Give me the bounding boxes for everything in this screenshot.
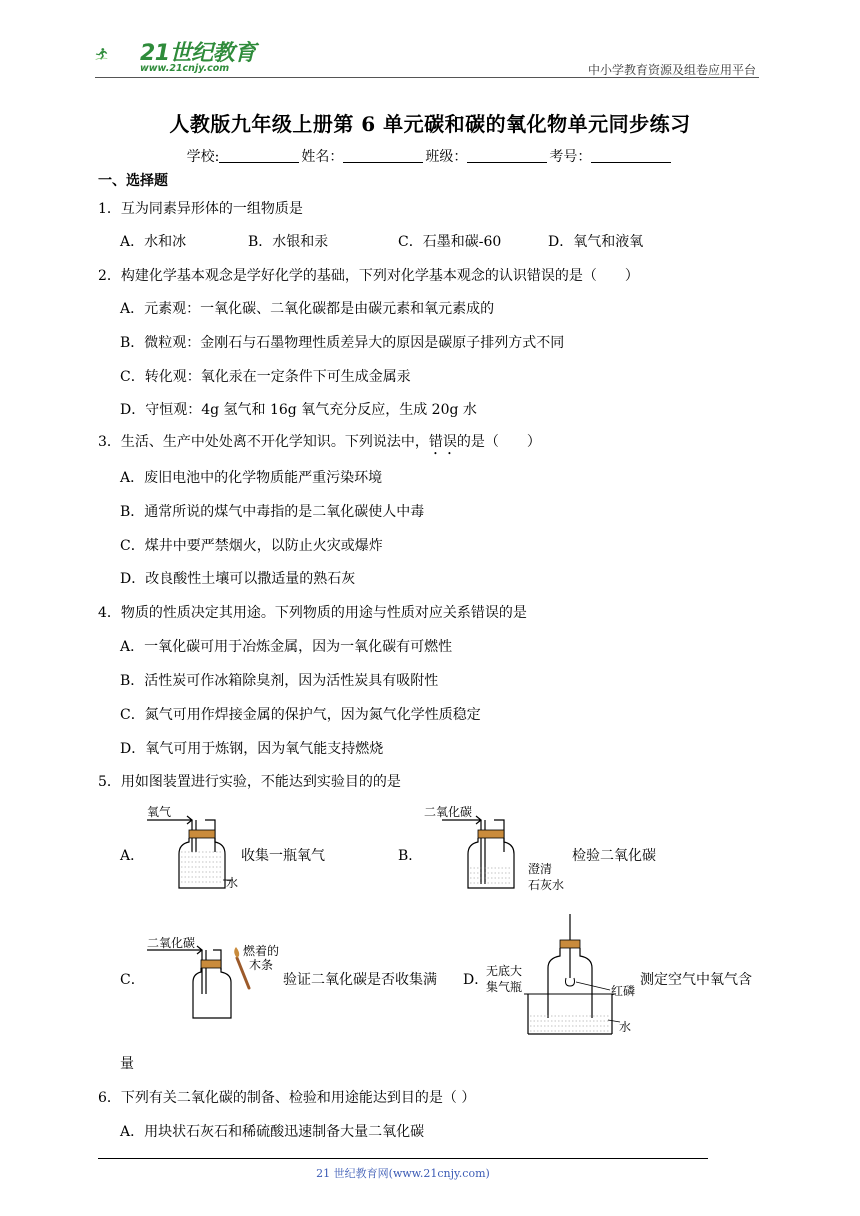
q5-option-d-text: 测定空气中氧气含: [640, 972, 752, 988]
q4-option-b[interactable]: B．活性炭可作冰箱除臭剂，因为活性炭具有吸附性: [120, 673, 439, 689]
q5-option-d-text-wrap: 量: [120, 1056, 134, 1072]
q5-option-b-text: 检验二氧化碳: [572, 848, 656, 864]
q3-stem-end: 的是（ ）: [456, 434, 541, 450]
q5c-stick-label-2: 木条: [249, 958, 274, 972]
question-2-stem: 2．构建化学基本观念是学好化学的基础，下列对化学基本观念的认识错误的是（ ）: [98, 268, 639, 284]
question-1-stem: 1．互为同素异形体的一组物质是: [98, 201, 303, 217]
q5-option-b-letter[interactable]: B．: [398, 848, 423, 864]
q5-option-c-text: 验证二氧化碳是否收集满: [283, 972, 437, 988]
logo-url: www.21cnjy.com: [140, 63, 230, 74]
q1-option-c[interactable]: C．石墨和碳-60: [398, 234, 502, 250]
logo-runner-icon: [95, 30, 141, 78]
q3-emphasis: 错误: [428, 434, 457, 450]
q5d-bottle-label-1: 无底大: [486, 964, 523, 978]
q5-option-a-letter[interactable]: A．: [120, 848, 145, 864]
q1-option-d[interactable]: D．氧气和液氧: [548, 234, 644, 250]
q2-option-c[interactable]: C．转化观：氧化汞在一定条件下可生成金属汞: [120, 369, 411, 385]
q5-option-a-text: 收集一瓶氧气: [241, 848, 325, 864]
q1-option-b[interactable]: B．水银和汞: [248, 234, 329, 250]
q3-option-b[interactable]: B．通常所说的煤气中毒指的是二氧化碳使人中毒: [120, 504, 425, 520]
q5-option-c-letter[interactable]: C．: [120, 972, 145, 988]
name-blank[interactable]: [343, 148, 423, 163]
q3-stem-part: 3．生活、生产中处处离不开化学知识。下列说法中，: [98, 434, 429, 450]
q5d-water-label: 水: [619, 1020, 632, 1034]
footer-text[interactable]: 21 世纪教育网(www.21cnjy.com): [316, 1167, 490, 1180]
q5a-water-label: 水: [226, 876, 239, 890]
q2-option-d[interactable]: D．守恒观：4g 氢气和 16g 氧气充分反应，生成 20g 水: [120, 402, 477, 418]
q3-option-a[interactable]: A．废旧电池中的化学物质能严重污染环境: [120, 470, 383, 486]
page-title: 人教版九年级上册第 6 单元碳和碳的氧化物单元同步练习: [169, 112, 691, 136]
exam-no-blank[interactable]: [591, 148, 671, 163]
school-blank[interactable]: [219, 148, 299, 163]
student-info-row: [0, 146, 860, 166]
q5d-phosphorus-label: 红磷: [611, 984, 636, 998]
exam-no-label: 考号：: [549, 149, 592, 165]
q5b-gas-label: 二氧化碳: [424, 805, 473, 819]
footer-divider: [98, 1158, 708, 1159]
q5d-bottle-label-2: 集气瓶: [486, 980, 523, 994]
header-divider: [95, 77, 759, 78]
q5-option-d-letter[interactable]: D．: [463, 972, 489, 988]
q5c-gas-label: 二氧化碳: [147, 936, 196, 950]
q1-option-a[interactable]: A．水和冰: [120, 234, 187, 250]
q3-option-c[interactable]: C．煤井中要严禁烟火，以防止火灾或爆炸: [120, 538, 383, 554]
question-6-stem: 6．下列有关二氧化碳的制备、检验和用途能达到目的是（ ）: [98, 1090, 476, 1106]
q5b-limewater-label-2: 石灰水: [528, 878, 565, 892]
section-heading: 一、选择题: [98, 173, 168, 189]
header-platform-text: 中小学教育资源及组卷应用平台: [587, 63, 756, 77]
class-label: 班级：: [425, 149, 468, 165]
q2-option-b[interactable]: B．微粒观：金刚石与石墨物理性质差异大的原因是碳原子排列方式不同: [120, 335, 565, 351]
q4-option-d[interactable]: D．氧气可用于炼钢，因为氧气能支持燃烧: [120, 741, 384, 757]
q4-option-a[interactable]: A．一氧化碳可用于冶炼金属，因为一氧化碳有可燃性: [120, 639, 453, 655]
class-blank[interactable]: [467, 148, 547, 163]
q5b-gas-bottle-limewater-icon: [440, 812, 540, 892]
q2-option-a[interactable]: A．元素观：一氧化碳、二氧化碳都是由碳元素和氧元素成的: [120, 301, 495, 317]
question-3-stem: [98, 431, 541, 458]
q6-option-a[interactable]: A．用块状石灰石和稀硫酸迅速制备大量二氧化碳: [120, 1124, 425, 1140]
name-label: 姓名：: [301, 149, 344, 165]
school-label: 学校:: [186, 149, 220, 165]
q5c-stick-label-1: 燃着的: [243, 944, 280, 958]
q4-option-c[interactable]: C．氮气可用作焊接金属的保护气，因为氮气化学性质稳定: [120, 707, 481, 723]
q5b-limewater-label-1: 澄清: [528, 862, 553, 876]
q5c-bottle-burning-stick-icon: [145, 944, 275, 1024]
logo-text: 21世纪教育: [140, 41, 256, 66]
q3-option-d[interactable]: D．改良酸性土壤可以撒适量的熟石灰: [120, 571, 356, 587]
q5a-gas-label: 氧气: [147, 805, 172, 819]
question-4-stem: 4．物质的性质决定其用途。下列物质的用途与性质对应关系错误的是: [98, 605, 527, 621]
question-5-stem: 5．用如图装置进行实验，不能达到实验目的的是: [98, 774, 401, 790]
